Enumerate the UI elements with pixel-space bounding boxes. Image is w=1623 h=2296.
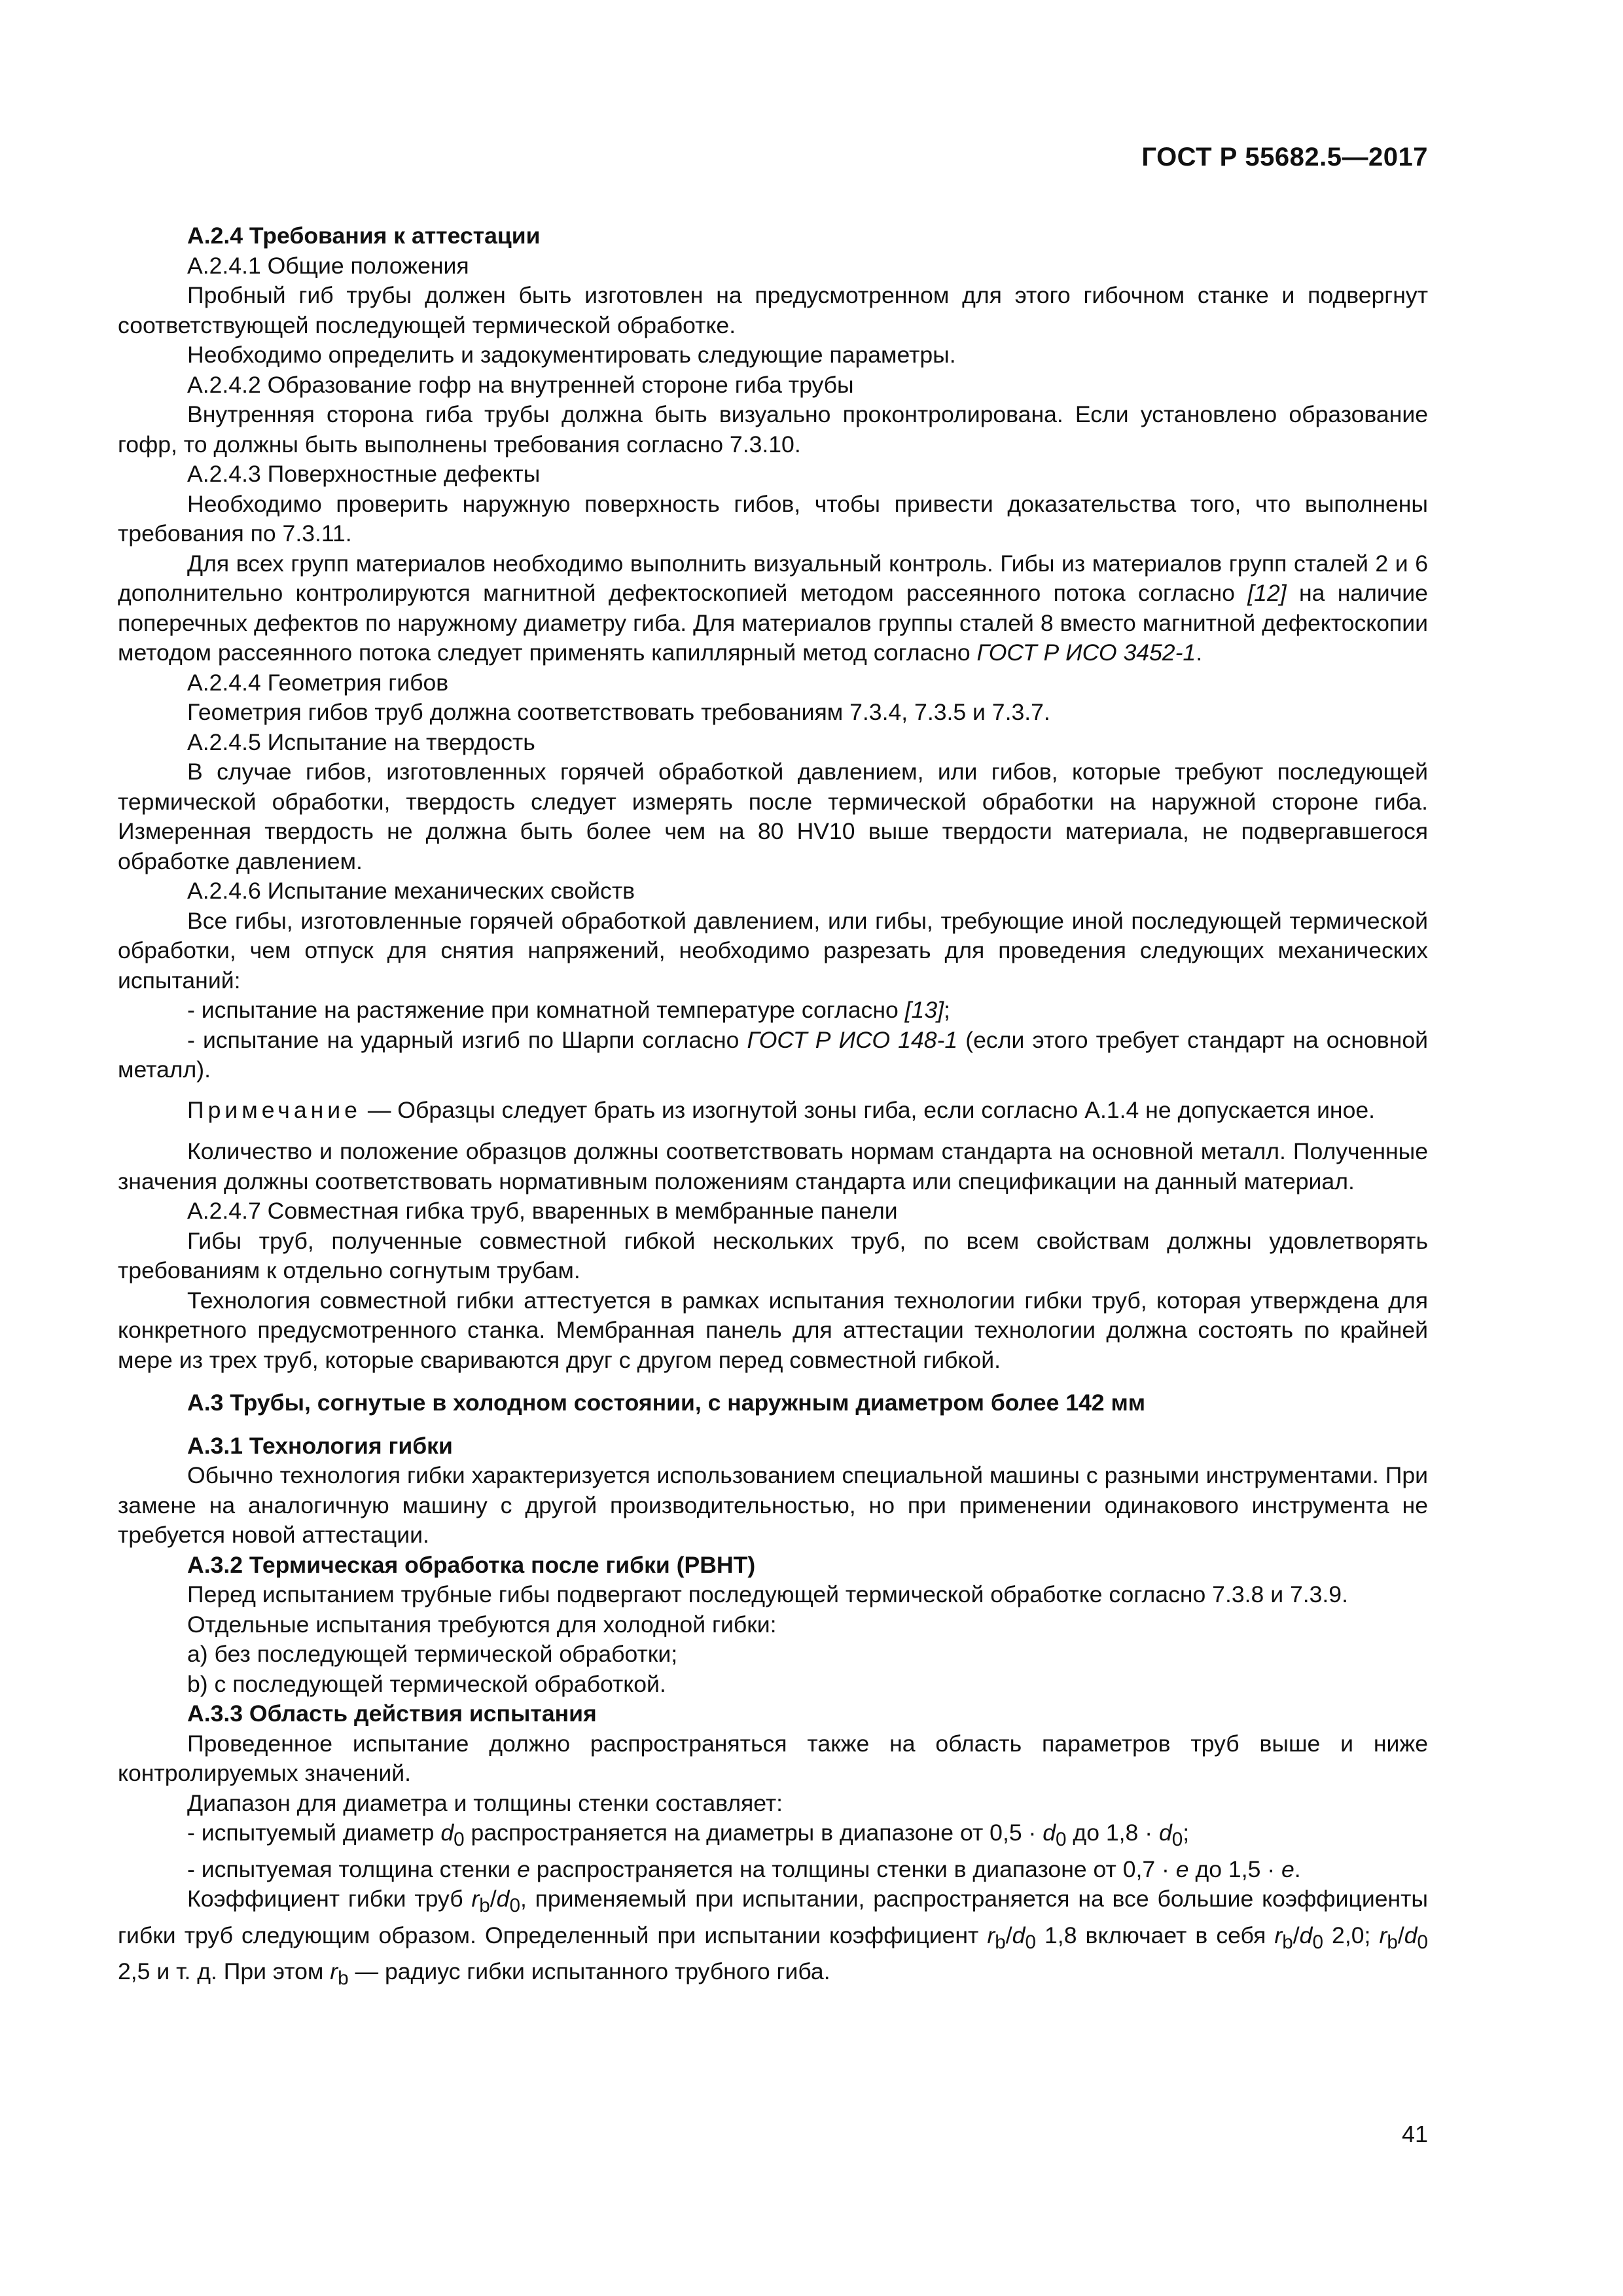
text-run: /	[1293, 1922, 1300, 1948]
paragraph	[118, 549, 1428, 668]
symbol: r	[987, 1922, 995, 1948]
document-body	[118, 221, 1428, 1994]
paragraph: Обычно технология гибки характеризуется использованием специальной машины с разными инструментами. При замене на аналогичную машину с другой производительностью, но при применении одинакового инструмента не требуется новой аттестации.	[118, 1462, 1428, 1548]
subsection-heading: А.2.4.4 Геометрия гибов	[187, 669, 449, 696]
paragraph: Гибы труб, полученные совместной гибкой нескольких труб, по всем свойствам должны удовлетворять требованиям к отдельно согнутым трубам.	[118, 1227, 1428, 1283]
subsection-heading: А.2.4.2 Образование гофр на внутренней стороне гиба трубы	[187, 371, 854, 398]
subscript: 0	[1025, 1931, 1036, 1953]
document-code: ГОСТ Р 55682.5—2017	[1141, 143, 1428, 171]
section-heading-a-3: А.3 Трубы, согнутые в холодном состоянии, с наружным диаметром более 142 мм	[187, 1390, 1146, 1416]
subsection-heading: А.2.4.3 Поверхностные дефекты	[187, 461, 541, 487]
text-run: до 1,5 ·	[1188, 1856, 1281, 1882]
paragraph	[118, 1884, 1428, 1994]
subsection-heading: А.2.4.5 Испытание на твердость	[187, 728, 535, 755]
text-run: на наличие поперечных дефектов по наружному диаметру гиба. Для материалов группы сталей 8 вместо магнитной дефектоскопии методом рассеянного потока следует применять капиллярный метод согласно	[118, 580, 1428, 666]
text-run: - испытуемый диаметр	[187, 1820, 441, 1846]
subscript: 0	[509, 1895, 520, 1917]
subscript: 0	[1312, 1931, 1323, 1953]
subscript: 0	[1056, 1829, 1067, 1851]
symbol: e	[1175, 1856, 1189, 1882]
subscript: b	[1387, 1931, 1398, 1953]
reference-link[interactable]: [12]	[1247, 580, 1287, 606]
paragraph: Необходимо определить и задокументировать следующие параметры.	[187, 342, 956, 368]
paragraph: Перед испытанием трубные гибы подвергают последующей термической обработке согласно 7.3.8 и 7.3.9.	[187, 1581, 1348, 1607]
list-item	[118, 1855, 1428, 1885]
text-run: - испытуемая толщина стенки	[187, 1856, 518, 1882]
paragraph: Количество и положение образцов должны соответствовать нормам стандарта на основной металл. Полученные значения должны соответствовать нормативным положениям стандарта или спецификации на данный материал.	[118, 1138, 1428, 1194]
text-run: распространяется на диаметры в диапазоне от 0,5 ·	[464, 1820, 1043, 1846]
paragraph: Отдельные испытания требуются для холодной гибки:	[187, 1611, 777, 1638]
text-run: ;	[944, 997, 950, 1023]
symbol: d	[496, 1886, 510, 1912]
symbol: d	[1012, 1922, 1026, 1948]
section-heading-a-3-3: А.3.3 Область действия испытания	[187, 1700, 597, 1727]
paragraph: Диапазон для диаметра и толщины стенки составляет:	[187, 1789, 783, 1816]
subscript: b	[995, 1931, 1006, 1953]
subscript: b	[338, 1967, 349, 1990]
section-heading-a-3-2: А.3.2 Термическая обработка после гибки (PBHT)	[187, 1551, 756, 1578]
reference-link[interactable]: [13]	[904, 997, 944, 1023]
list-item	[118, 996, 1428, 1026]
text-run: .	[1294, 1856, 1301, 1882]
text-run: Для всех групп материалов необходимо выполнить визуальный контроль. Гибы из материалов групп сталей 2 и 6 дополнительно контролируются магнитной дефектоскопией методом рассеянного потока согласно	[118, 550, 1428, 606]
text-run: - испытание на растяжение при комнатной температуре согласно	[187, 997, 905, 1023]
subscript: 0	[1171, 1829, 1183, 1851]
paragraph: В случае гибов, изготовленных горячей обработкой давлением, или гибов, которые требуют последующей термической обработки, твердость следует измерять после термической обработки на наружной стороне гиба. Измеренная твердость не должна быть более чем на 80 HV10 выше твердости материала, не подвергавшегося обработке давлением.	[118, 759, 1428, 874]
paragraph: Технология совместной гибки аттестуется в рамках испытания технологии гибки труб, которая утверждена для конкретного предусмотренного станка. Мембранная панель для аттестации технологии должна состоять по крайней мере из трех труб, которые свариваются друг с другом перед совместной гибкой.	[118, 1287, 1428, 1373]
list-item	[118, 1026, 1428, 1085]
note-text: — Образцы следует брать из изогнутой зоны гиба, если согласно А.1.4 не допускается иное.	[361, 1096, 1376, 1123]
symbol: d	[1299, 1922, 1313, 1948]
text-run: Коэффициент гибки труб	[187, 1886, 472, 1912]
text-run: , применяемый при испытании, распространяется на все большие коэффициенты гибки труб следующим образом. Определенный при испытании коэффициент	[118, 1886, 1428, 1948]
paragraph: Все гибы, изготовленные горячей обработкой давлением, или гибы, требующие иной последующей термической обработки, чем отпуск для снятия напряжений, необходимо разрезать для проведения следующих механических испытаний:	[118, 907, 1428, 994]
section-heading-a-2-4: А.2.4 Требования к аттестации	[187, 223, 541, 249]
paragraph: Внутренняя сторона гиба трубы должна быть визуально проконтролирована. Если установлено образование гофр, то должны быть выполнены требования согласно 7.3.10.	[118, 401, 1428, 457]
symbol: d	[1158, 1820, 1172, 1846]
symbol: r	[330, 1958, 338, 1985]
symbol: d	[1043, 1820, 1056, 1846]
text-run: — радиус гибки испытанного трубного гиба.	[348, 1958, 830, 1985]
text-run: 1,8 включает в себя	[1035, 1922, 1275, 1948]
list-item	[118, 1818, 1428, 1855]
text-run: .	[1196, 639, 1203, 666]
symbol: e	[517, 1856, 530, 1882]
reference-link[interactable]: ГОСТ Р ИСО 3452-1	[976, 639, 1196, 666]
symbol: r	[1274, 1922, 1283, 1948]
text-run: - испытание на ударный изгиб по Шарпи согласно	[187, 1026, 747, 1053]
symbol: d	[1404, 1922, 1418, 1948]
symbol: e	[1281, 1856, 1294, 1882]
text-run: /	[1005, 1922, 1012, 1948]
reference-link[interactable]: ГОСТ Р ИСО 148-1	[747, 1026, 958, 1053]
symbol: r	[471, 1886, 480, 1912]
text-run: /	[490, 1886, 497, 1912]
text-run: /	[1397, 1922, 1404, 1948]
text-run: до 1,8 ·	[1066, 1820, 1159, 1846]
subscript: 0	[454, 1829, 465, 1851]
section-heading-a-3-1: А.3.1 Технология гибки	[187, 1432, 453, 1459]
paragraph: Геометрия гибов труб должна соответствовать требованиям 7.3.4, 7.3.5 и 7.3.7.	[187, 699, 1050, 725]
list-item: b) с последующей термической обработкой.	[187, 1670, 666, 1697]
page-number: 41	[1401, 2121, 1428, 2147]
symbol: r	[1379, 1922, 1387, 1948]
list-item: a) без последующей термической обработки;	[187, 1641, 678, 1667]
note-label: Примечание	[187, 1096, 361, 1123]
text-run: ;	[1183, 1820, 1190, 1846]
symbol: d	[440, 1820, 454, 1846]
text-run: 2,0;	[1323, 1922, 1380, 1948]
note	[118, 1096, 1428, 1126]
text-run: (если этого требует стандарт на основной металл).	[118, 1026, 1428, 1083]
paragraph: Необходимо проверить наружную поверхность гибов, чтобы привести доказательства того, что выполнены требования по 7.3.11.	[118, 490, 1428, 547]
subsection-heading: А.2.4.6 Испытание механических свойств	[187, 878, 635, 904]
subscript: b	[1282, 1931, 1293, 1953]
subsection-heading: А.2.4.7 Совместная гибка труб, вваренных в мембранные панели	[187, 1198, 898, 1224]
subscript: 0	[1417, 1931, 1428, 1953]
subsection-heading: А.2.4.1 Общие положения	[187, 252, 469, 279]
text-run: 2,5 и т. д. При этом	[118, 1958, 330, 1985]
paragraph: Проведенное испытание должно распространяться также на область параметров труб выше и ниже контролируемых значений.	[118, 1730, 1428, 1786]
subscript: b	[479, 1895, 490, 1917]
paragraph: Пробный гиб трубы должен быть изготовлен на предусмотренном для этого гибочном станке и подвергнут соответствующей последующей термической обработке.	[118, 282, 1428, 338]
text-run: распространяется на толщины стенки в диапазоне от 0,7 ·	[529, 1856, 1176, 1882]
